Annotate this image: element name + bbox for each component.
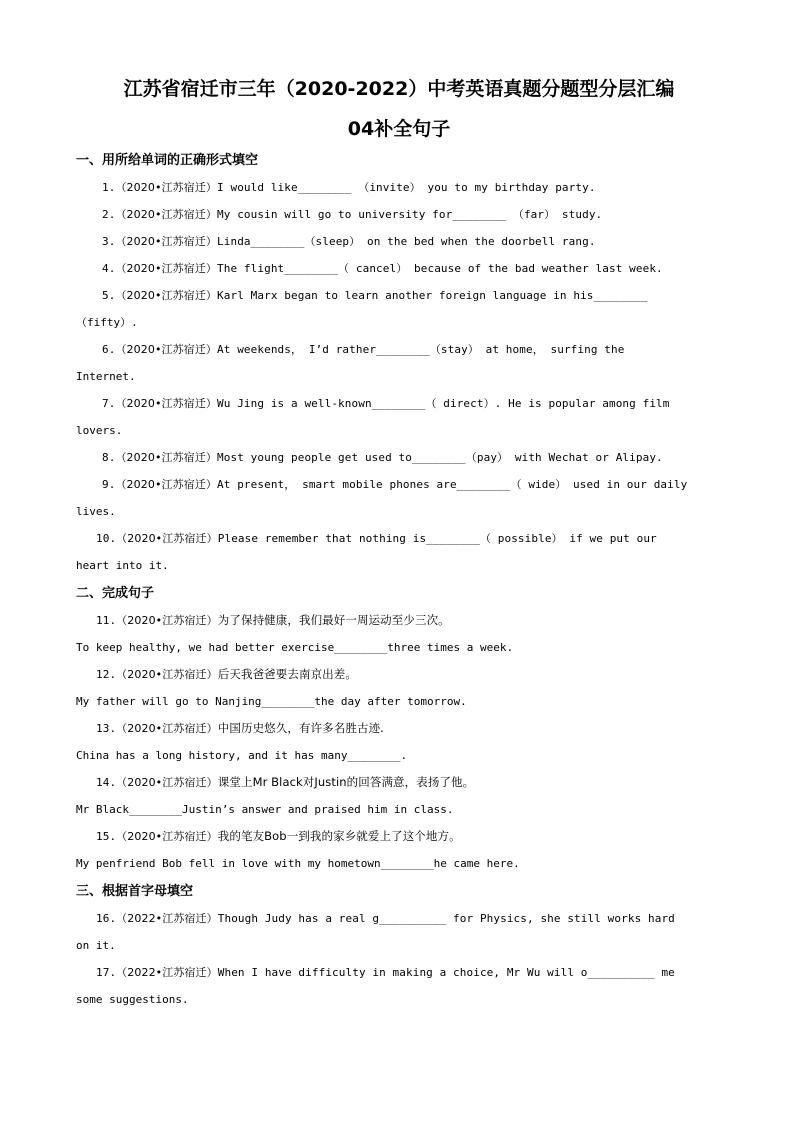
question-item [76,390,722,417]
question-source: （2022•江苏宿迁） [116,912,218,925]
question-number: 15. [96,830,117,843]
question-text: Karl Marx began to learn another foreign language in his________ [217,289,648,302]
question-list [76,607,722,877]
question-continuation: （fifty）. [76,316,138,329]
question-source: （2020•江苏宿迁） [115,478,218,491]
question-text: 中国历史悠久，有许多名胜古迹. [217,721,384,735]
question-item [76,525,722,552]
question-text: Most young people get used to________（pay） with Wechat or Alipay. [217,451,663,464]
question-item [76,715,722,742]
question-item [76,255,722,282]
question-number: 5. [102,289,116,302]
question-source: （2020•江苏宿迁） [116,776,218,789]
question-item [76,336,722,363]
question-continuation: Internet. [76,370,136,383]
question-text: At weekends， I’d rather________（stay） at home， surfing the [217,343,625,356]
question-item [76,769,722,796]
question-continuation: on it. [76,939,116,952]
question-item [76,174,722,201]
question-text: Linda________（sleep） on the bed when the doorbell rang. [217,235,596,248]
question-number: 3. [102,235,116,248]
question-item [76,201,722,228]
document-page [76,74,722,1013]
question-continuation: Mr Black________Justin’s answer and praised him in class. [76,803,454,816]
question-source: （2020•江苏宿迁） [115,451,218,464]
question-number: 16. [96,912,117,925]
question-item [76,471,722,498]
question-item [76,905,722,932]
question-number: 1. [102,181,116,194]
question-source: （2020•江苏宿迁） [116,614,218,627]
question-number: 8. [102,451,116,464]
question-text: 课堂上Mr Black对Justin的回答满意，表扬了他。 [217,775,475,789]
question-source: （2020•江苏宿迁） [115,262,218,275]
question-item [76,661,722,688]
question-list [76,174,722,579]
page-title: 江苏省宿迁市三年（2020-2022）中考英语真题分题型分层汇编 [123,78,675,100]
question-number: 2. [102,208,116,221]
question-text: My cousin will go to university for________ （far） study. [217,208,603,221]
question-item [76,959,722,986]
question-source: （2020•江苏宿迁） [115,181,218,194]
question-source: （2020•江苏宿迁） [116,668,218,681]
question-number: 9. [102,478,116,491]
question-text: I would like________ （invite） you to my birthday party. [217,181,596,194]
question-text: The flight________（ cancel） because of the bad weather last week. [217,262,663,275]
question-source: （2022•江苏宿迁） [116,966,218,979]
question-source: （2020•江苏宿迁） [115,235,218,248]
question-continuation: My penfriend Bob fell in love with my hometown________he came here. [76,857,520,870]
question-source: （2020•江苏宿迁） [116,722,218,735]
question-number: 12. [96,668,117,681]
question-source: （2020•江苏宿迁） [116,532,218,545]
question-number: 6. [102,343,116,356]
section-heading: 一、用所给单词的正确形式填空 [76,153,259,168]
question-number: 10. [96,532,117,545]
question-source: （2020•江苏宿迁） [115,208,218,221]
question-number: 4. [102,262,116,275]
question-text: 为了保持健康，我们最好一周运动至少三次。 [217,613,450,627]
question-text: Though Judy has a real g__________ for Physics, she still works hard [217,912,675,925]
question-source: （2020•江苏宿迁） [115,343,218,356]
question-number: 14. [96,776,117,789]
question-continuation: To keep healthy, we had better exercise________three times a week. [76,641,514,654]
question-continuation: China has a long history, and it has many________. [76,749,408,762]
question-item [76,282,722,309]
question-item [76,228,722,255]
question-continuation: lovers. [76,424,123,437]
question-source: （2020•江苏宿迁） [115,397,218,410]
question-text: Please remember that nothing is________（ possible） if we put our [217,532,657,545]
question-item [76,444,722,471]
question-source: （2020•江苏宿迁） [116,830,218,843]
question-number: 17. [96,966,117,979]
question-text: 后天我爸爸要去南京出差。 [217,667,357,681]
section-heading: 三、根据首字母填空 [76,884,194,899]
question-source: （2020•江苏宿迁） [115,289,218,302]
question-item [76,823,722,850]
question-continuation: lives. [76,505,116,518]
question-number: 7. [102,397,116,410]
question-continuation: heart into it. [76,559,169,572]
question-item [76,607,722,634]
question-number: 13. [96,722,117,735]
page-subtitle: 04补全句子 [347,118,451,140]
question-number: 11. [96,614,117,627]
question-text: When I have difficulty in making a choice, Mr Wu will o__________ me [217,966,675,979]
question-text: 我的笔友Bob一到我的家乡就爱上了这个地方。 [217,829,461,843]
question-text: At present， smart mobile phones are________（ wide） used in our daily [217,478,688,491]
question-list [76,905,722,1013]
question-text: Wu Jing is a well-known________（ direct）. He is popular among film [217,397,670,410]
question-continuation: some suggestions. [76,993,189,1006]
section-heading: 二、完成句子 [76,586,155,601]
question-continuation: My father will go to Nanjing________the day after tomorrow. [76,695,467,708]
